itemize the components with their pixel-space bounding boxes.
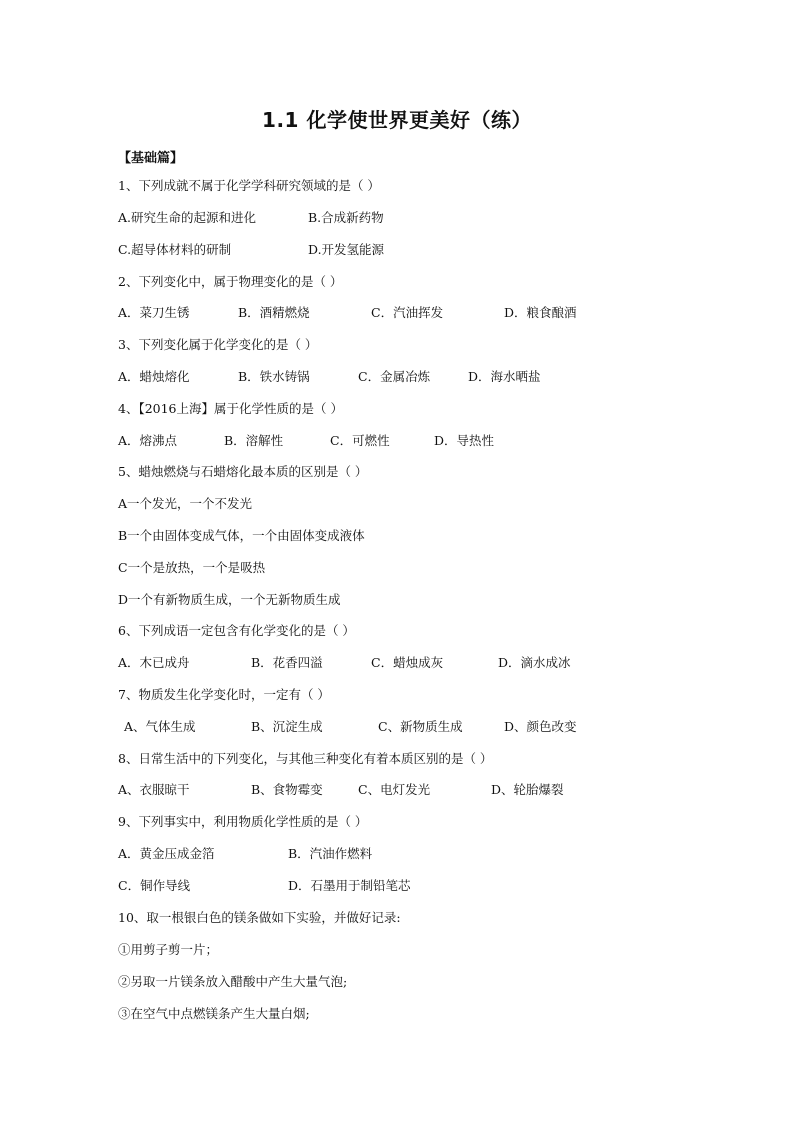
option: A．蜡烛熔化: [118, 369, 190, 384]
question-9-stem: 9、下列事实中，利用物质化学性质的是（ ）: [118, 814, 368, 829]
option: A．熔沸点: [118, 433, 178, 448]
option: C．金属冶炼: [358, 369, 431, 384]
option: B.合成新药物: [308, 210, 384, 225]
option: C．蜡烛成灰: [371, 655, 444, 670]
option: D．石墨用于制铅笔芯: [288, 878, 411, 893]
question-3-stem: 3、下列变化属于化学变化的是（ ）: [118, 337, 318, 352]
option: D．导热性: [434, 433, 495, 448]
option: B．酒精燃烧: [238, 305, 310, 320]
question-10-step-2: ②另取一片镁条放入醋酸中产生大量气泡;: [118, 974, 348, 989]
option: A.研究生命的起源和进化: [118, 210, 257, 225]
option: C、电灯发光: [358, 782, 431, 797]
option: B．花香四溢: [251, 655, 323, 670]
option: A．木已成舟: [118, 655, 190, 670]
option: D.开发氢能源: [308, 242, 385, 257]
question-5-option-b: B一个由固体变成气体，一个由固体变成液体: [118, 528, 365, 543]
question-5-option-c: C一个是放热，一个是吸热: [118, 560, 266, 575]
question-10-stem: 10、取一根银白色的镁条做如下实验，并做好记录:: [118, 910, 401, 925]
page-title: 1.1 化学使世界更美好（练）: [262, 108, 532, 132]
option: C．可燃性: [330, 433, 390, 448]
question-5-option-d: D一个有新物质生成，一个无新物质生成: [118, 592, 341, 607]
question-10-step-1: ①用剪子剪一片；: [118, 942, 219, 957]
option: A．黄金压成金箔: [118, 846, 215, 861]
option: D．滴水成冰: [498, 655, 571, 670]
question-7-stem: 7、物质发生化学变化时，一定有（ ）: [118, 687, 330, 702]
option: B．溶解性: [224, 433, 284, 448]
option: C．汽油挥发: [371, 305, 444, 320]
option: D．海水晒盐: [468, 369, 541, 384]
question-8-stem: 8、日常生活中的下列变化，与其他三种变化有着本质区别的是（ ）: [118, 751, 493, 766]
question-6-stem: 6、下列成语一定包含有化学变化的是（ ）: [118, 623, 355, 638]
question-5-stem: 5、蜡烛燃烧与石蜡熔化最本质的区别是（ ）: [118, 464, 368, 479]
option: C、新物质生成: [378, 719, 463, 734]
option: B．铁水铸锅: [238, 369, 310, 384]
option: B、沉淀生成: [251, 719, 323, 734]
question-1-stem: 1、下列成就不属于化学学科研究领域的是（ ）: [118, 178, 380, 193]
question-5-option-a: A一个发光，一个不发光: [118, 496, 253, 511]
option: A．菜刀生锈: [118, 305, 190, 320]
section-heading: 【基础篇】: [118, 151, 184, 166]
option: A、衣服晾干: [118, 782, 190, 797]
option: D．粮食酿酒: [504, 305, 577, 320]
question-4-stem: 4、【2016上海】属于化学性质的是（ ）: [118, 401, 343, 416]
option: B、食物霉变: [251, 782, 323, 797]
option: C．铜作导线: [118, 878, 191, 893]
option: D、颜色改变: [504, 719, 577, 734]
option: C.超导体材料的研制: [118, 242, 232, 257]
question-10-step-3: ③在空气中点燃镁条产生大量白烟;: [118, 1006, 310, 1021]
option: D、轮胎爆裂: [491, 782, 564, 797]
option: B．汽油作燃料: [288, 846, 373, 861]
option: A、气体生成: [124, 719, 196, 734]
question-2-stem: 2、下列变化中，属于物理变化的是（ ）: [118, 274, 343, 289]
